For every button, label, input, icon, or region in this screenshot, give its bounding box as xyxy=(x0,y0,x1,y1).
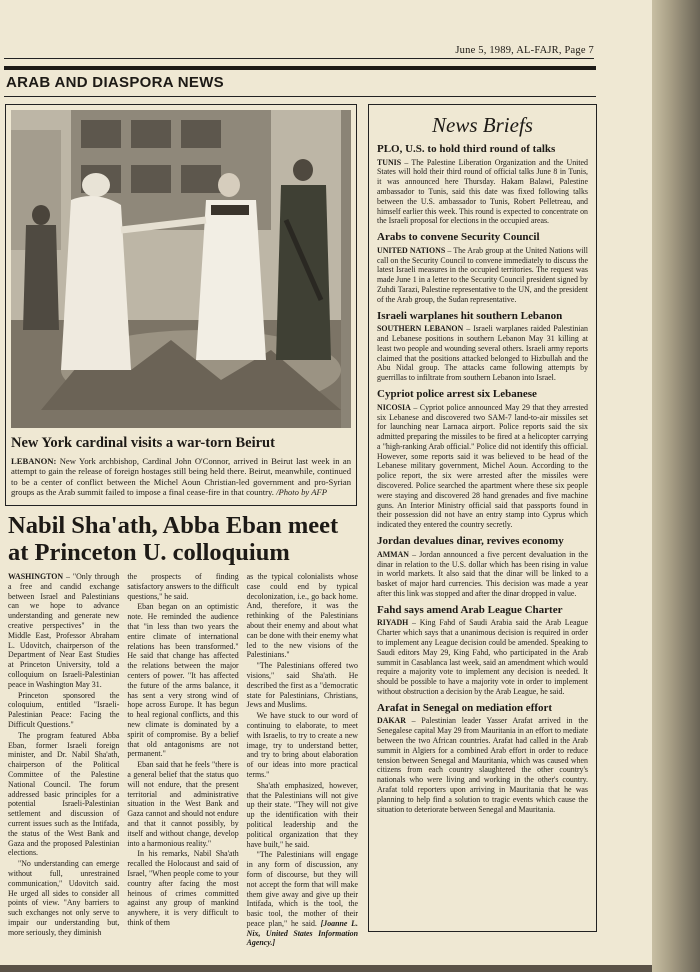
news-photo xyxy=(11,110,351,428)
page-dateline: June 5, 1989, AL-FAJR, Page 7 xyxy=(455,45,594,56)
brief-dateline: TUNIS xyxy=(377,157,402,167)
article-paragraph: Sha'ath emphasized, however, that the Palestinians will not give up their state. "They will not give up the identification with their political leadership and the political organization that they have built," he said. xyxy=(246,780,358,849)
photo-illustration xyxy=(11,110,351,428)
brief-body xyxy=(377,550,588,599)
article-paragraph: the prospects of finding satisfactory answers to the difficult questions," he said. xyxy=(127,572,239,601)
article-paragraph xyxy=(8,572,119,690)
brief-text: – Jordan announced a five percent devaluation in the dinar in relation to the U.S. dollar which has been rising in value in world markets. It also said that the dinar will be linked to a basket of major hard currencies. This decision was made a year after this link was stopped and after the dinar dropped in value. xyxy=(377,549,588,598)
briefs-title: News Briefs xyxy=(432,113,533,137)
photo-headline: New York cardinal visits a war-torn Beirut xyxy=(11,435,275,451)
header-rule xyxy=(4,58,594,59)
brief-body xyxy=(377,324,588,383)
article-paragraph: Eban began on an optimistic note. He reminded the audience that "in less than two years the entire climate of international relations has been transformed." He said that change has affected the relations between the major centers of power. "It has affected the future of the arms balance, it has sent a very strong wind of hope across Europe. It has begun to heal regional conflicts, and this new climate is dominated by a spirit of compromise. By a belief that old antagonisms are not permanent." xyxy=(127,602,239,759)
article-headline: Nabil Sha'ath, Abba Eban meet at Princeton U. colloquium xyxy=(8,512,339,567)
brief-headline: Arabs to convene Security Council xyxy=(377,231,540,244)
paragraph-text: – "Only through a free and candid exchange between Israel and Palestinians can we hope to advance understanding and generate new creative perspectives" in the Middle East, Professor Abraham L. Udovitch, chairperson of the Department of Near East Studies at Princeton University, told a colloquium on Israeli-Palestinian peace in Washington May 31. xyxy=(8,572,120,689)
paragraph-text: "The Palestinians will engage in any form of discussion, any form of discourse, but they will not accept the form that will make them give away and give up their Intifada, which is the tool, the basic tool, the mother of their peace plan," he said. xyxy=(246,850,358,928)
article-paragraph: Princeton sponsored the coloquium, entitled "Israeli-Palestinian Peace: Facing the Difficult Questions." xyxy=(8,690,120,729)
brief-headline: Fahd says amend Arab League Charter xyxy=(377,603,563,616)
article-dateline: WASHINGTON xyxy=(8,572,64,581)
article-paragraph: "No understanding can emerge without full, unrestrained communication," Udovitch said. He urged all sides to consider all points of view. "Any barriers to such exchanges not only serve to impair our understanding but, more seriously, they diminish xyxy=(8,859,120,937)
brief-text: – King Fahd of Saudi Arabia said the Arab League Charter which says that a unanimous decision is required in order to implement any League decision could be amended. Speaking to Saudi editors May 29, King Fahd, who participated in the Arab summit in Casablanca last week, said an amendment which would require a majority vote to implement any decision is needed. It should be possible to have a majority vote in order to implement without obstruction a decision by the Arab League, he said. xyxy=(377,618,588,696)
brief-text: – Israeli warplanes raided Palestinian and Lebanese positions in southern Lebanon May 31 killing at least two people and wounding several others. Israeli army reports claimed that the positions attacked belonged to Hizbullah and the Abu Nidal group. The attacks came following attempts by guerrillas to infiltrate from southern Lebanon into Israel. xyxy=(377,324,588,383)
article-paragraph: "The Palestinians offered two visions," said Sha'ath. He described the first as a "democratic state for Palestinians, Christians, Jews and Muslims. xyxy=(246,661,358,710)
brief-body xyxy=(377,716,588,814)
caption-credit: /Photo by AFP xyxy=(276,487,327,498)
brief-dateline: UNITED NATIONS xyxy=(377,245,446,255)
article-paragraph: as the typical colonialists whose case could end by typical decolonization, i.e., go back home. And, therefore, it was the rethinking of the Palestinians about their enemy and about what can be done with their enemy what led to the new visions of the Palestinians." xyxy=(246,572,358,660)
page-bottom-edge xyxy=(0,965,652,972)
brief-item xyxy=(377,231,588,304)
article-column-1 xyxy=(8,572,120,937)
brief-headline: Arafat in Senegal on mediation effort xyxy=(377,701,553,714)
brief-body xyxy=(377,158,588,227)
article-signature: [Joanne L. Nix, United States Information Agency.] xyxy=(246,918,358,948)
brief-dateline: AMMAN xyxy=(377,549,409,559)
brief-headline: PLO, U.S. to hold third round of talks xyxy=(377,143,556,155)
news-briefs xyxy=(368,104,597,932)
brief-text: – The Arab group at the United Nations will call on the Security Council to convene immediately to discuss the latest Israeli measures in the occupied territories. The request was made June 1 in a letter to the Security Council president signed by Zuhdi Tarazi, Palestine representative to the UN, and the president of the Arab group, the Sudan representative. xyxy=(377,245,588,304)
book-gutter xyxy=(652,0,700,972)
brief-dateline: NICOSIA xyxy=(377,402,411,412)
brief-item xyxy=(377,310,588,383)
brief-headline: Cypriot police arrest six Lebanese xyxy=(377,388,537,401)
section-title: ARAB AND DIASPORA NEWS xyxy=(6,74,224,91)
brief-dateline: SOUTHERN LEBANON xyxy=(377,324,464,334)
brief-item xyxy=(377,604,588,697)
brief-body xyxy=(377,246,588,305)
article-column-2 xyxy=(127,572,238,932)
brief-text: – The Palestine Liberation Organization and the United States will hold their third round of official talks June 8 in Tunis, it was announced here Thursday. Hakam Balawi, Palestine ambassador to Tunis, said this date was fixed following talks between the U.S. ambassador to Tunis, Robert Pelletreau, and himself earlier this week. This round is expected to concentrate on the Israeli proposal for elections in the occupied areas. xyxy=(377,157,588,226)
brief-headline: Jordan devalues dinar, revives economy xyxy=(377,535,564,548)
article-paragraph: Eban said that he feels "there is a general belief that the status quo will not endure, that the present territorial and administrative situation in the West Bank and Gaza cannot and should not endure and that it cannot possibly, by itself and without change, develop into a harmonious reality." xyxy=(127,760,239,848)
article-column-3 xyxy=(246,572,358,948)
brief-headline: Israeli warplanes hit southern Lebanon xyxy=(377,309,563,322)
brief-text: – Palestinian leader Yasser Arafat arrived in the Senegalese capital May 29 from Mauritania in an effort to mediate between the two African countries. Arafat had called in the Arab summit in Algiers for a combined Arab effort in order to reduce tension between Senegal and Mauritania, which was caused when citizens from each country slaughtered the other country's nationals who were living and working in the other's country. Arafat told reporters upon arriving in Mauritania that he was planning to help find a solution to tragic events which cause the situation to deteriorate between Senegal and Mauritania. xyxy=(377,716,588,814)
article-paragraph: The program featured Abba Eban, former Israeli foreign minister, and Dr. Nabil Sha'ath, chairperson of the Political Committee of the Palestine National Council. The forum addressed basic principles for a potential Israeli-Palestinian settlement and discussion of current issues such as the Intifada, the status of the West Bank and Gaza and the proposed Palestinian elections. xyxy=(8,730,120,858)
article-paragraph: In his remarks, Nabil Sha'ath recalled the Holocaust and said of Israel, "When people come to your country after facing the most heinous of crimes committed against any group of mankind anywhere, it is very difficult to think of them xyxy=(127,849,239,927)
section-bar xyxy=(4,66,596,70)
brief-text: – Cypriot police announced May 29 that they arrested six Lebanese and discovered two SAM-7 land-to-air missiles set for launching near Larnaca airport. Police reports said the six admitted preparing the missiles to be fired at a helicopter carrying a "high-ranking Arab official." Police did not identify this official. However, some reports said it was believed to be head of the Lebanese military government, Michel Aoun. According to the police report, the six were arrested after the missiles were discovered. Police searched the apartment where these six people were staying and discovered 28 hand grenades and five machine guns. An Interior Ministry official said that passports found in their possession did not have an entry stamp into Cyprus which indicated they entered the country secretly. xyxy=(377,402,588,530)
photo-feature xyxy=(5,104,357,506)
brief-item xyxy=(377,702,588,815)
brief-body xyxy=(377,618,588,696)
section-underline xyxy=(4,96,596,97)
brief-dateline: RIYADH xyxy=(377,618,409,628)
photo-caption xyxy=(11,456,351,498)
brief-item xyxy=(377,143,588,226)
brief-item xyxy=(377,535,588,599)
brief-body xyxy=(377,403,588,530)
article-paragraph: We have stuck to our word of continuing to elaborate, to meet with Israelis, to try to create a new image, try to understand better, and try to bring about elaboration of our ideas into more practical terms." xyxy=(246,711,358,779)
article-body xyxy=(8,572,358,948)
brief-item xyxy=(377,388,588,530)
brief-dateline: DAKAR xyxy=(377,716,406,726)
article-paragraph xyxy=(247,850,358,948)
caption-text: New York archbishop, Cardinal John O'Connor, arrived in Beirut last week in an attempt to gain the release of foreign hostages still being held there. Beirut, meanwhile, continued to be a center of conflict between the Michel Aoun Christian-led government and pro-Syrian groups as the Arab summit failed to impose a final cease-fire in that country. xyxy=(11,455,351,498)
caption-dateline: LEBANON: xyxy=(11,455,57,466)
